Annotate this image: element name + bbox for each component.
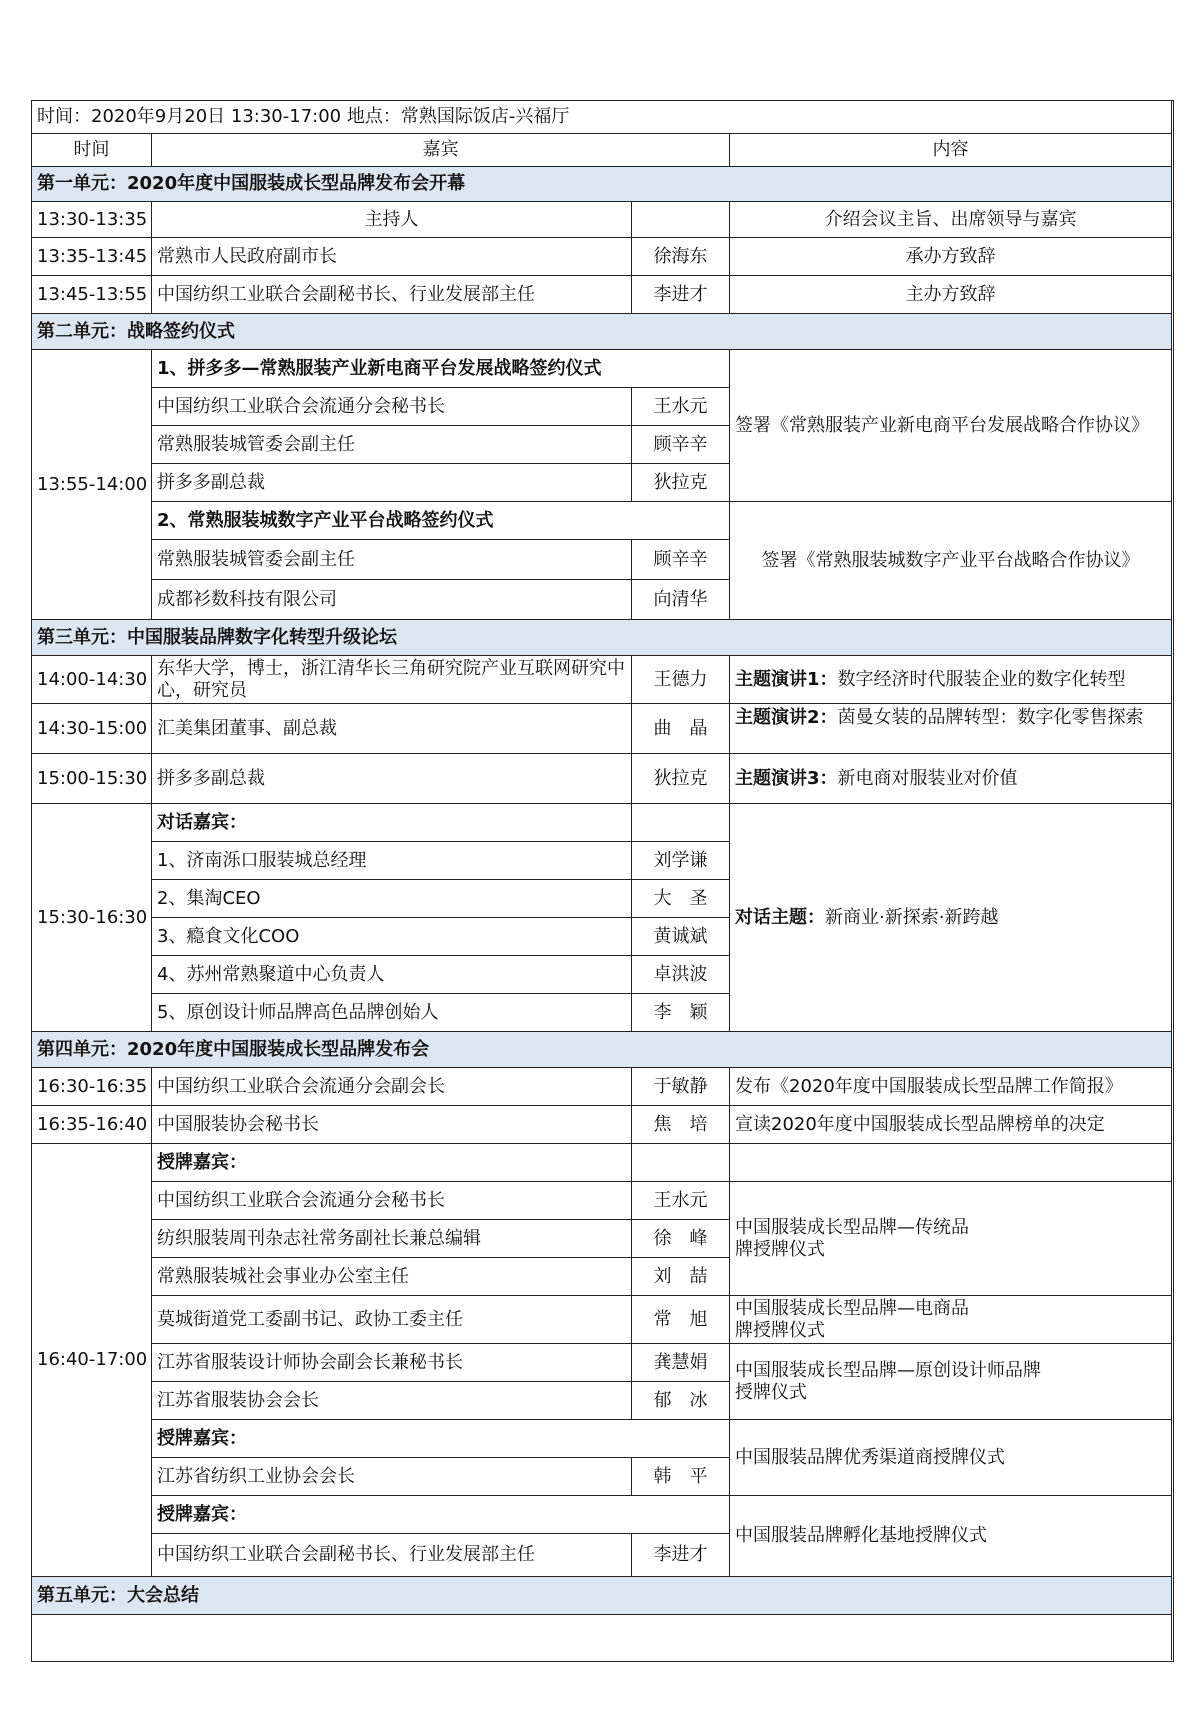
guest-role: 汇美集团董事、副总裁: [152, 704, 632, 754]
guest-role: 纺织服装周刊杂志社常务副社长兼总编辑: [152, 1220, 632, 1258]
guest-name: 郁 冰: [632, 1382, 730, 1420]
content-cell: 介绍会议主旨、出席领导与嘉宾: [730, 202, 1172, 238]
guest-name: 徐 峰: [632, 1220, 730, 1258]
time-cell: 14:30-15:00: [32, 704, 152, 754]
content-cell: 中国服装品牌孵化基地授牌仪式: [730, 1496, 1172, 1577]
speech-label: 主题演讲1：: [735, 668, 838, 690]
empty-cell: [980, 1182, 1172, 1296]
award-label: 授牌嘉宾：: [152, 1420, 730, 1458]
guest-role: 江苏省服装协会会长: [152, 1382, 632, 1420]
agenda-table: [31, 100, 1174, 1662]
guest-name: 大 圣: [632, 880, 730, 918]
time-cell: 16:30-16:35: [32, 1068, 152, 1106]
empty-cell: [632, 804, 730, 842]
guest-name: 于敏静: [632, 1068, 730, 1106]
content-cell: [730, 704, 1172, 754]
guest-name: 徐海东: [632, 238, 730, 276]
empty-cell: [730, 1144, 1172, 1182]
guest-role: 江苏省服装设计师协会副会长兼秘书长: [152, 1344, 632, 1382]
content-cell: [730, 656, 1172, 704]
speech-topic: 茵曼女装的品牌转型：数字化零售探索: [837, 707, 1144, 728]
time-cell: 13:55-14:00: [32, 350, 152, 620]
guest-role: 江苏省纺织工业协会会长: [152, 1458, 632, 1496]
signing-group-title: 1、拼多多—常熟服装产业新电商平台发展战略签约仪式: [152, 350, 730, 388]
empty-cell: [980, 1296, 1172, 1344]
award-label: 授牌嘉宾：: [152, 1144, 632, 1182]
guest-name: 龚慧娟: [632, 1344, 730, 1382]
content-cell: 宣读2020年度中国服装成长型品牌榜单的决定: [730, 1106, 1172, 1144]
guest-name: 黄诚斌: [632, 918, 730, 956]
empty-cell: [632, 1144, 730, 1182]
guest-name: 向清华: [632, 580, 730, 620]
time-cell: 13:30-13:35: [32, 202, 152, 238]
content-cell: 签署《常熟服装产业新电商平台发展战略合作协议》: [730, 350, 1172, 502]
section-title-unit1: 第一单元：2020年度中国服装成长型品牌发布会开幕: [32, 167, 1172, 202]
speech-topic: 新电商对服装业对价值: [837, 767, 1018, 789]
guest-name: [632, 202, 730, 238]
guest-role: 中国纺织工业联合会副秘书长、行业发展部主任: [152, 276, 632, 314]
guest-name: 刘学谦: [632, 842, 730, 880]
guest-role: 中国纺织工业联合会副秘书长、行业发展部主任: [152, 1534, 632, 1577]
section-title-unit4: 第四单元：2020年度中国服装成长型品牌发布会: [32, 1032, 1172, 1068]
guest-name: 顾辛辛: [632, 426, 730, 464]
guest-role: 东华大学，博士，浙江清华长三角研究院产业互联网研究中心，研究员: [152, 656, 632, 704]
speech-label: 主题演讲2：: [735, 707, 838, 728]
col-header-content: 内容: [730, 134, 1172, 167]
guest-name: 狄拉克: [632, 464, 730, 502]
signing-group-title: 2、常熟服装城数字产业平台战略签约仪式: [152, 502, 730, 540]
guest-role: 4、苏州常熟聚道中心负责人: [152, 956, 632, 994]
guest-role: 拼多多副总裁: [152, 464, 632, 502]
dialogue-topic-label: 对话主题：: [735, 906, 825, 928]
guest-role: 常熟市人民政府副市长: [152, 238, 632, 276]
guest-role: 2、集淘CEO: [152, 880, 632, 918]
content-cell: [730, 804, 1172, 1032]
time-cell: 13:35-13:45: [32, 238, 152, 276]
content-cell: 承办方致辞: [730, 238, 1172, 276]
guest-role: 中国纺织工业联合会流通分会秘书长: [152, 1182, 632, 1220]
empty-cell: [1060, 1344, 1172, 1420]
guest-role: 主持人: [152, 202, 632, 238]
guest-role: 拼多多副总裁: [152, 754, 632, 804]
dialogue-topic: 新商业·新探索·新跨越: [825, 906, 999, 928]
guest-role: 成都衫数科技有限公司: [152, 580, 632, 620]
time-cell: 16:35-16:40: [32, 1106, 152, 1144]
section-title-unit3: 第三单元：中国服装品牌数字化转型升级论坛: [32, 620, 1172, 656]
guest-name: 刘 喆: [632, 1258, 730, 1296]
guest-role: 中国纺织工业联合会流通分会秘书长: [152, 388, 632, 426]
dialogue-label: 对话嘉宾：: [152, 804, 632, 842]
content-cell: [730, 754, 1172, 804]
guest-name: 李 颖: [632, 994, 730, 1032]
guest-name: 顾辛辛: [632, 540, 730, 580]
content-cell: 中国服装成长型品牌—电商品牌授牌仪式: [730, 1296, 980, 1344]
guest-role: 中国纺织工业联合会流通分会副会长: [152, 1068, 632, 1106]
content-cell: 主办方致辞: [730, 276, 1172, 314]
meeting-info: 时间：2020年9月20日 13:30-17:00 地点：常熟国际饭店-兴福厅: [32, 101, 1172, 134]
guest-role: 中国服装协会秘书长: [152, 1106, 632, 1144]
speech-label: 主题演讲3：: [735, 767, 838, 789]
empty-row: [32, 1615, 1172, 1660]
time-cell: 15:30-16:30: [32, 804, 152, 1032]
guest-role: 莫城街道党工委副书记、政协工委主任: [152, 1296, 632, 1344]
col-header-time: 时间: [32, 134, 152, 167]
guest-role: 3、瘾食文化COO: [152, 918, 632, 956]
guest-role: 常熟服装城管委会副主任: [152, 540, 632, 580]
content-cell: 中国服装成长型品牌—传统品牌授牌仪式: [730, 1182, 980, 1296]
time-cell: 15:00-15:30: [32, 754, 152, 804]
col-header-guest: 嘉宾: [152, 134, 730, 167]
guest-role: 1、济南泺口服装城总经理: [152, 842, 632, 880]
content-cell: 中国服装成长型品牌—原创设计师品牌授牌仪式: [730, 1344, 1060, 1420]
section-title-unit2: 第二单元：战略签约仪式: [32, 314, 1172, 350]
content-cell: 中国服装品牌优秀渠道商授牌仪式: [730, 1420, 1172, 1496]
guest-name: 常 旭: [632, 1296, 730, 1344]
section-title-unit5: 第五单元：大会总结: [32, 1577, 1172, 1615]
guest-name: 王德力: [632, 656, 730, 704]
guest-name: 李进才: [632, 1534, 730, 1577]
guest-role: 常熟服装城社会事业办公室主任: [152, 1258, 632, 1296]
guest-name: 狄拉克: [632, 754, 730, 804]
guest-name: 李进才: [632, 276, 730, 314]
time-cell: 16:40-17:00: [32, 1144, 152, 1577]
guest-role: 5、原创设计师品牌高色品牌创始人: [152, 994, 632, 1032]
guest-name: 卓洪波: [632, 956, 730, 994]
time-cell: 13:45-13:55: [32, 276, 152, 314]
guest-name: 焦 培: [632, 1106, 730, 1144]
content-cell: 发布《2020年度中国服装成长型品牌工作简报》: [730, 1068, 1172, 1106]
guest-name: 曲 晶: [632, 704, 730, 754]
guest-role: 常熟服装城管委会副主任: [152, 426, 632, 464]
guest-name: 王水元: [632, 388, 730, 426]
speech-topic: 数字经济时代服装企业的数字化转型: [837, 668, 1126, 690]
award-label: 授牌嘉宾：: [152, 1496, 730, 1534]
guest-name: 韩 平: [632, 1458, 730, 1496]
guest-name: 王水元: [632, 1182, 730, 1220]
content-cell: 签署《常熟服装城数字产业平台战略合作协议》: [730, 502, 1172, 620]
time-cell: 14:00-14:30: [32, 656, 152, 704]
